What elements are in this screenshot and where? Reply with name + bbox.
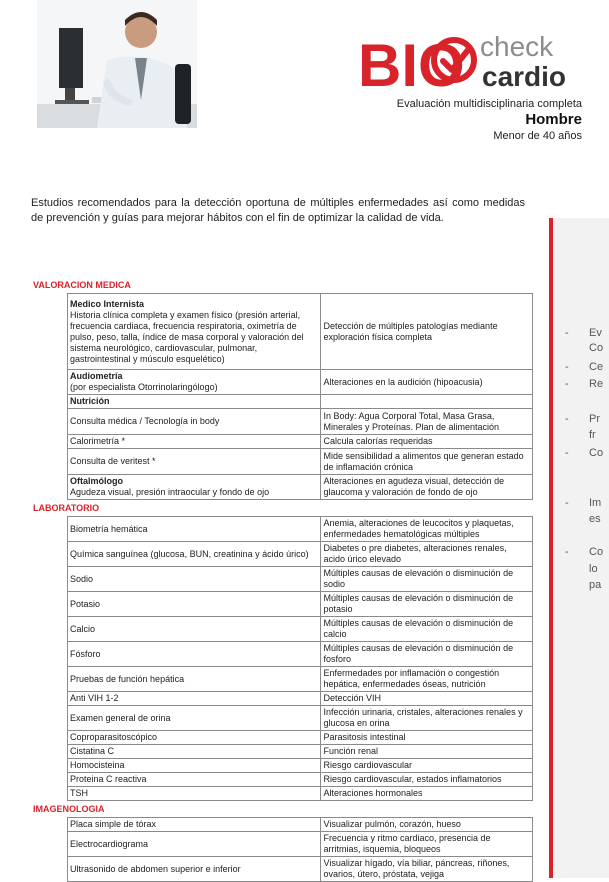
study-description: Consulta de veritest * bbox=[68, 449, 321, 475]
side-item: - Ev bbox=[565, 327, 602, 339]
study-purpose: Función renal bbox=[321, 745, 533, 759]
evaluation-subtitle: Evaluación multidisciplinaria completa bbox=[396, 98, 582, 110]
table-row bbox=[68, 617, 533, 642]
study-purpose: Múltiples causas de elevación o disminución de potasio bbox=[321, 592, 533, 617]
study-description: Examen general de orina bbox=[68, 706, 321, 731]
study-description: Coproparasitoscópico bbox=[68, 731, 321, 745]
table-row bbox=[68, 294, 533, 370]
table-row bbox=[68, 475, 533, 500]
study-purpose bbox=[321, 395, 533, 409]
study-description: Sodio bbox=[68, 567, 321, 592]
study-description: Placa simple de tórax bbox=[68, 818, 321, 832]
study-purpose: Riesgo cardiovascular, estados inflamatorios bbox=[321, 773, 533, 787]
study-purpose: Frecuencia y ritmo cardiaco, presencia de arritmias, isquemia, bloqueos bbox=[321, 832, 533, 857]
table-row bbox=[68, 706, 533, 731]
study-description: Agudeza visual, presión intraocular y fondo de ojo bbox=[70, 487, 270, 497]
age-group-label: Menor de 40 años bbox=[493, 130, 582, 142]
side-item: - Pr bbox=[565, 413, 600, 425]
study-description: Homocisteina bbox=[68, 759, 321, 773]
study-purpose: Múltiples causas de elevación o disminución de calcio bbox=[321, 617, 533, 642]
side-item: - Im bbox=[565, 497, 602, 509]
study-purpose: Alteraciones en agudeza visual, detección de glaucoma y valoración de fondo de ojo bbox=[321, 475, 533, 500]
table-row bbox=[68, 409, 533, 435]
study-purpose: Múltiples causas de elevación o disminución de sodio bbox=[321, 567, 533, 592]
side-item: - Co bbox=[565, 447, 604, 459]
study-purpose: Enfermedades por inflamación o congestión hepática, enfermedades óseas, nutrición bbox=[321, 667, 533, 692]
study-purpose: Diabetes o pre diabetes, alteraciones renales, acido úrico elevado bbox=[321, 542, 533, 567]
table-row bbox=[68, 759, 533, 773]
study-description: Consulta médica / Tecnología in body bbox=[68, 409, 321, 435]
imagenologia-table bbox=[67, 817, 533, 882]
study-description: Historia clínica completa y examen físico (presión arterial, frecuencia cardiaca, frecuencia respiratoria, oximetría de pulso, peso, talla, índice de masa corporal y valoración del sistema neurológico, cardiovascular, pulmonar, gastrointestinal y músculo esquelético) bbox=[70, 309, 304, 364]
intro-paragraph: Estudios recomendados para la detección oportuna de múltiples enfermedades así como medidas de prevención y guías para mejorar hábitos con el fin de optimizar la calidad de vida. bbox=[31, 197, 525, 224]
man-at-desk-illustration bbox=[37, 0, 197, 128]
laboratorio-table bbox=[67, 516, 533, 801]
section-title-laboratorio: LABORATORIO bbox=[33, 503, 100, 513]
study-description: Ultrasonido de abdomen superior e inferior bbox=[68, 857, 321, 882]
study-purpose: In Body: Agua Corporal Total, Masa Grasa, Minerales y Proteínas. Plan de alimentación bbox=[321, 409, 533, 435]
study-description: Electrocardiograma bbox=[68, 832, 321, 857]
study-purpose: Alteraciones en la audición (hipoacusia) bbox=[321, 370, 533, 395]
table-row bbox=[68, 449, 533, 475]
study-description: Calorimetría * bbox=[68, 435, 321, 449]
side-item: - Co bbox=[565, 546, 604, 558]
study-title: Medico Internista bbox=[70, 298, 145, 309]
study-description: Anti VIH 1-2 bbox=[68, 692, 321, 706]
studies-report bbox=[31, 277, 533, 882]
table-row bbox=[68, 787, 533, 801]
table-row bbox=[68, 832, 533, 857]
side-item: - Re bbox=[565, 378, 604, 390]
study-title: Audiometría bbox=[70, 371, 123, 381]
section-title-imagenologia: IMAGENOLOGIA bbox=[33, 804, 105, 814]
study-description: Potasio bbox=[68, 592, 321, 617]
study-purpose: Riesgo cardiovascular bbox=[321, 759, 533, 773]
study-purpose: Anemia, alteraciones de leucocitos y plaquetas, enfermedades hematológicas múltiples bbox=[321, 517, 533, 542]
study-purpose: Visualizar hígado, vía biliar, páncreas, riñones, ovarios, útero, próstata, vejiga bbox=[321, 857, 533, 882]
header-text bbox=[397, 97, 582, 143]
side-item: Co bbox=[589, 342, 604, 354]
gender-label: Hombre bbox=[525, 111, 582, 128]
study-description: Biometría hemática bbox=[68, 517, 321, 542]
study-purpose: Detección VIH bbox=[321, 692, 533, 706]
study-description: Pruebas de función hepática bbox=[68, 667, 321, 692]
table-row bbox=[68, 818, 533, 832]
table-row bbox=[68, 592, 533, 617]
study-description: Fósforo bbox=[68, 642, 321, 667]
table-row bbox=[68, 435, 533, 449]
side-item: pa bbox=[589, 579, 602, 591]
study-purpose: Infección urinaria, cristales, alteraciones renales y glucosa en orina bbox=[321, 706, 533, 731]
study-purpose: Calcula calorías requeridas bbox=[321, 435, 533, 449]
section-title-valoracion: VALORACION MEDICA bbox=[33, 280, 131, 290]
side-item: fr bbox=[589, 429, 596, 441]
logo-check-text: check bbox=[480, 31, 554, 62]
table-row bbox=[68, 395, 533, 409]
study-description: Química sanguínea (glucosa, BUN, creatinina y ácido úrico) bbox=[68, 542, 321, 567]
table-row bbox=[68, 567, 533, 592]
biocheck-cardio-logo bbox=[358, 30, 583, 99]
table-row bbox=[68, 857, 533, 882]
table-row bbox=[68, 370, 533, 395]
study-purpose: Mide sensibilidad a alimentos que generan estado de inflamación crónica bbox=[321, 449, 533, 475]
table-row bbox=[68, 692, 533, 706]
side-item: - Ce bbox=[565, 361, 604, 373]
study-purpose: Detección de múltiples patologías mediante exploración física completa bbox=[321, 294, 533, 370]
header-photo bbox=[37, 0, 197, 128]
table-row bbox=[68, 517, 533, 542]
study-purpose: Parasitosis intestinal bbox=[321, 731, 533, 745]
study-title: Nutrición bbox=[70, 396, 110, 406]
valoracion-table bbox=[67, 293, 533, 500]
study-purpose: Alteraciones hormonales bbox=[321, 787, 533, 801]
study-purpose: Múltiples causas de elevación o disminución de fosforo bbox=[321, 642, 533, 667]
table-row bbox=[68, 745, 533, 759]
table-row bbox=[68, 642, 533, 667]
side-item: lo bbox=[589, 563, 598, 575]
study-description: Proteina C reactiva bbox=[68, 773, 321, 787]
study-purpose: Visualizar pulmón, corazón, hueso bbox=[321, 818, 533, 832]
table-row bbox=[68, 731, 533, 745]
study-description: Calcio bbox=[68, 617, 321, 642]
logo-bio-text: BIO bbox=[358, 32, 465, 99]
table-row bbox=[68, 773, 533, 787]
study-description: (por especialista Otorrinolaringólogo) bbox=[70, 382, 218, 392]
study-description: Cistatina C bbox=[68, 745, 321, 759]
logo-cardio-text: cardio bbox=[482, 61, 567, 92]
table-row bbox=[68, 542, 533, 567]
study-description: TSH bbox=[68, 787, 321, 801]
side-item: es bbox=[589, 513, 601, 525]
table-row bbox=[68, 667, 533, 692]
study-title: Oftalmólogo bbox=[70, 476, 123, 486]
